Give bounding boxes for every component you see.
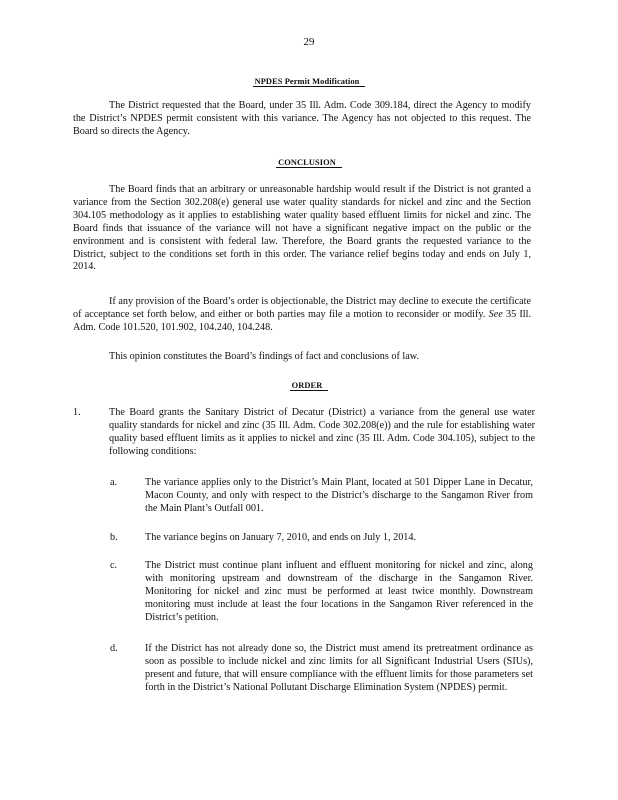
heading-conclusion-text: CONCLUSION — [276, 158, 342, 168]
heading-order-text: ORDER — [290, 381, 329, 391]
paragraph-conclusion-findings: The Board finds that an arbitrary or unreasonable hardship would result if the District is not granted a variance from the Section 302.208(e) general use water quality standards for nickel and zinc and the Section 304.105 methodology as it applies to establishing water quality based effluent limits for nickel and zinc. The Board finds that issuance of the variance will not have a significant negative impact on the public or the environment and is consistent with federal law. Therefore, the Board grants the requested variance to the District, subject to the conditions set forth in this order. The variance relief begins today and ends on July 1, 2014. — [73, 184, 531, 273]
heading-npdes-text: NPDES Permit Modification — [253, 77, 366, 87]
heading-npdes-permit-modification — [0, 76, 618, 89]
condition-letter-b: b. — [110, 532, 118, 543]
citation-text: 35 Ill. Adm. Code 101.520, 101.902, 104.240, 104.248. — [73, 308, 531, 333]
condition-a-text: The variance applies only to the District’s Main Plant, located at 501 Dipper Lane in Decatur, Macon County, and only with respect to the District’s discharge to the Sangamon River from the Main Plant’s Outfall 001. — [145, 477, 533, 514]
objections-text: If any provision of the Board’s order is objectionable, the District may decline to execute the certificate of acceptance set forth below, and either or both parties may file a motion to reconsider or modify. — [73, 296, 531, 320]
order-item-number: 1. — [73, 407, 81, 418]
see-signal: See — [488, 308, 503, 320]
condition-letter-c: c. — [110, 560, 118, 571]
heading-conclusion — [0, 157, 618, 170]
heading-order — [0, 380, 618, 393]
order-item-1-text: The Board grants the Sanitary District of Decatur (District) a variance from the general use water quality standards for nickel and zinc (35 Ill. Adm. Code 302.208(e)) and the rule for establishing water quality based effluent limits as it applies to nickel and zinc (35 Ill. Adm. Code 304.105), subject to the following conditions: — [109, 407, 535, 457]
condition-letter-d: d. — [110, 643, 118, 654]
condition-b-text: The variance begins on January 7, 2010, and ends on July 1, 2014. — [145, 532, 417, 543]
paragraph-conclusion-findings-of-fact: This opinion constitutes the Board’s findings of fact and conclusions of law. — [109, 351, 420, 362]
condition-d-text: If the District has not already done so, the District must amend its pretreatment ordinance as soon as possible to include nickel and zinc limits for all Significant Industrial Users (SIUs), present and future, that will ensure compliance with the effluent limits for those parameters set forth in the District’s National Pollutant Discharge Elimination System (NPDES) permit. — [145, 643, 533, 693]
condition-letter-a: a. — [110, 477, 118, 488]
paragraph-npdes-modification: The District requested that the Board, under 35 Ill. Adm. Code 309.184, direct the Agency to modify the District’s NPDES permit consistent with this variance. The Agency has not objected to this request. The Board so directs the Agency. — [73, 100, 531, 137]
condition-c-text: The District must continue plant influent and effluent monitoring for nickel and zinc, along with monitoring upstream and downstream of the discharge in the Sangamon River. Monitoring for nickel and zinc must be performed at least twice monthly. Downstream monitoring must include at least the four locations in the Sangamon River referenced in the District’s petition. — [145, 560, 533, 623]
page-number: 29 — [303, 36, 315, 48]
paragraph-conclusion-objections — [73, 296, 531, 335]
